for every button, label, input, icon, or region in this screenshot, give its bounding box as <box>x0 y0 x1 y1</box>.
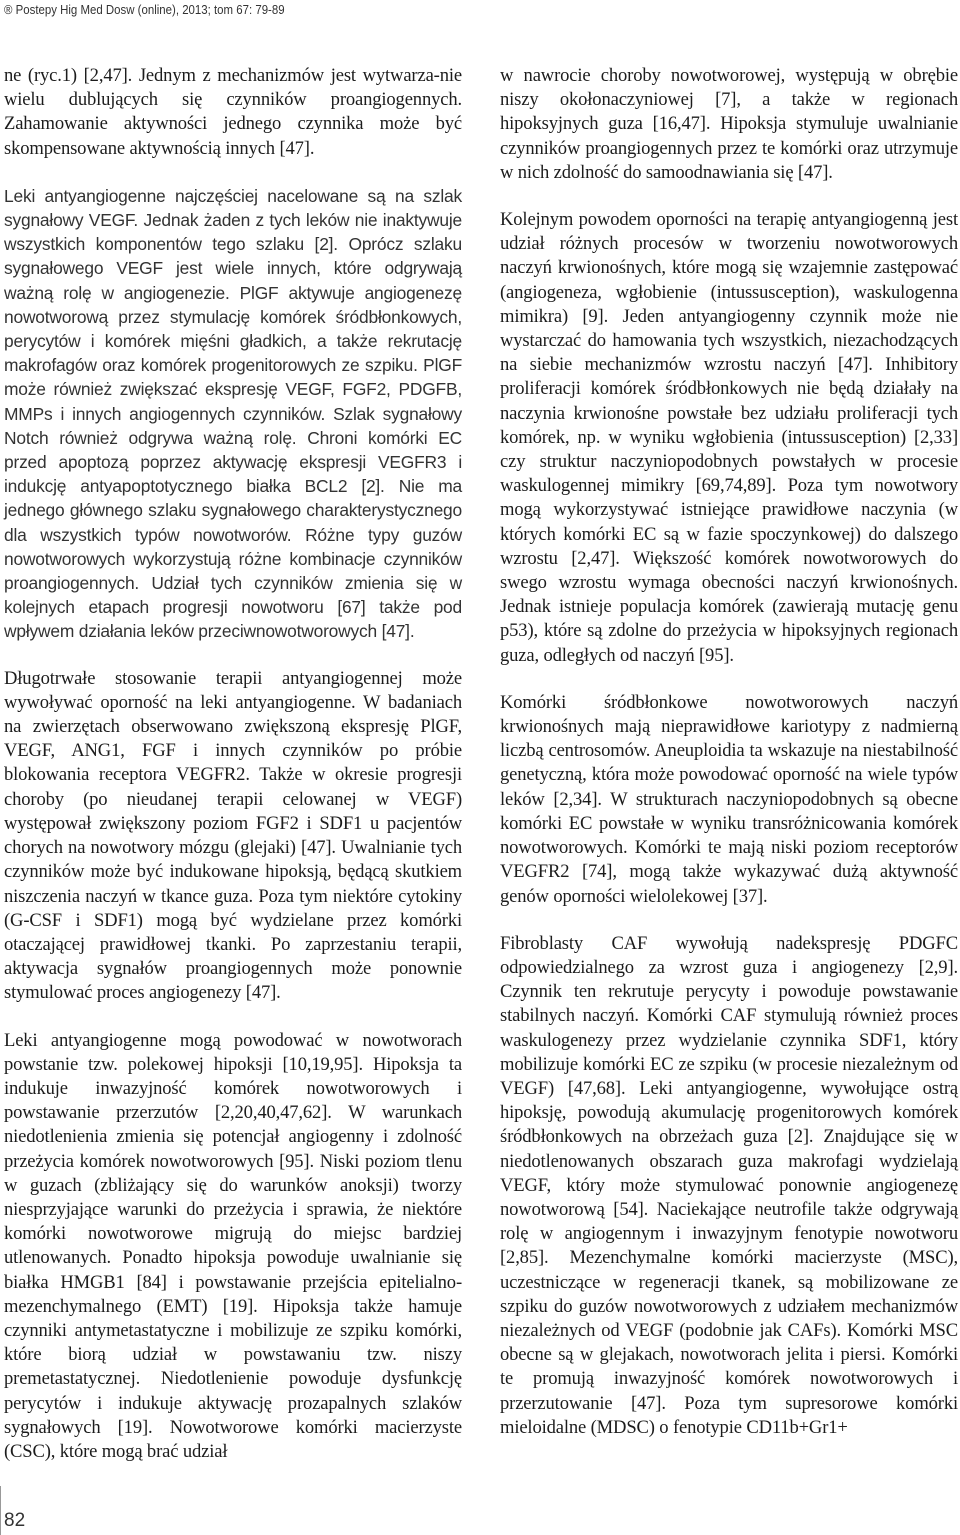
paragraph: ne (ryc.1) [2,47]. Jednym z mechanizmów jest wytwarza-nie wielu dublujących się czynników proangiogennych. Zahamowanie aktywności jednego czynnika może być skompensowane aktywnością innych [47]. <box>4 65 462 159</box>
paragraph: w nawrocie choroby nowotworowej, występują w obrębie niszy okołonaczyniowej [7], a także w regionach hipoksyjnych guza [16,47]. Hipoksja stymuluje uwalnianie czynników proangiogennych przez te komórki oraz utrzymuje w nich zdolność do samoodnawiania się [47]. <box>500 65 958 183</box>
paragraph: Leki antyangiogenne mogą powodować w nowotworach powstanie tzw. polekowej hipoksji [10,19,95]. Hipoksja ta indukuje inwazyjność komórek nowotworowych i powstawanie przerzutów [2,20,40,47,62]. W warunkach niedotlenienia zmienia się potencjał angiogenny i zdolność przeżycia komórek nowotworowych [95]. Niski poziom tlenu w guzach (zbliżający się do warunków anoksji) tworzy niesprzyjające warunki do przeżycia i sprawia, że niektóre komórki nowotworowe migrują do miejsc bardziej utlenowanych. Ponadto hipoksja powoduje uwalnianie się białka HMGB1 [84] i powstawanie przejścia epitelialno-mezenchymalnego (EMT) [19]. Hipoksja także hamuje czynniki antymetastatyczne i mobilizuje ze szpiku komórki, które biorą udział w powstawaniu tzw. niszy premetastatycznej. Niedotlenienie powoduje dysfunkcję perycytów i indukuje aktywację prozapalnych szlaków sygnałowych [19]. Nowotworowe komórki macierzyste (CSC), które mogą brać udział <box>4 1029 462 1462</box>
paragraph: Leki antyangiogenne najczęściej nacelowane są na szlak sygnałowy VEGF. Jednak żaden z tych leków nie inaktywuje wszystkich komponentów tego szlaku [2]. Oprócz szlaku sygnałowego VEGF jest wiele innych, które odgrywają ważną rolę w angiogenezie. PlGF aktywuje angiogenezę nowotworową przez stymulację komórek śródbłonkowych, perycytów i komórek mięśni gładkich, a także rekrutację makrofagów oraz komórek progenitorowych ze szpiku. PlGF może również zwiększać ekspresję VEGF, FGF2, PDGFB, MMPs i innych angiogennych czynników. Szlak sygnałowy Notch również odgrywa ważną rolę. Chroni komórki EC przed apoptozą poprzez aktywację ekspresji VEGFR3 i indukcję antyapoptotycznego białka BCL2 [2]. Nie ma jednego głównego szlaku sygnałowego charakterystycznego dla wszystkich typów nowotworów. Różne typy guzów nowotworowych wykorzystują różne kombinacje czynników proangiogennych. Udział tych czynników zmienia się w kolejnych etapach progresji nowotworu [67] także pod wpływem działania leków przeciwnowotworowych [47]. <box>4 185 462 642</box>
paragraph: Kolejnym powodem oporności na terapię antyangiogenną jest udział różnych procesów w tworzeniu nowotworowych naczyń krwionośnych, które mogą się wzajemnie zastępować (angiogeneza, wgłobienie (intussusception), waskulogenna mimikra) [9]. Jeden antyangiogenny czynnik może nie wystarczać do hamowania tych wszystkich, niezachodzących na siebie mechanizmów wzrostu naczyń [47]. Inhibitory proliferacji komórek śródbłonkowych nie będą działały na naczynia krwionośne powstałe bez udziału proliferacji tych komórek, np. w wyniku wgłobienia (intussusception) [2,33] czy struktur naczyniopodobnych powstałych w procesie waskulogennej mimikry [69,74,89]. Poza tym nowotwory mogą wykorzystywać istniejące prawidłowe naczynia (w których komórki EC są w fazie spoczynkowej) do dalszego wzrostu [2,47]. Większość komórek nowotworowych do swego wzrostu wymaga obecności naczyń krwionośnych. Jednak istnieje populacja komórek (zawierają mutację genu p53), które są zdolne do przeżycia w hipoksyjnych regionach guza, odległych od naczyń [95]. <box>500 209 958 666</box>
page-number: 82 <box>4 1510 26 1531</box>
footer-rule <box>0 1486 1 1535</box>
right-column <box>500 64 958 1463</box>
left-column <box>4 64 462 1487</box>
running-head: ® Postepy Hig Med Dosw (online), 2013; tom 67: 79-89 <box>4 2 285 17</box>
paragraph: Fibroblasty CAF wywołują nadekspresję PDGFC odpowiedzialnego za wzrost guza i angiogenezy [2,9]. Czynnik ten rekrutuje perycyty i powoduje powstawanie stabilnych naczyń. Komórki CAF stymulują również proces waskulogenezy przez wydzielanie czynnika SDF1, który mobilizuje komórki EC ze szpiku (w procesie niezależnym od VEGF) [47,68]. Leki antyangiogenne, wywołujące ostrą hipoksję, powodują akumulację progenitorowych komórek śródbłonkowych na obrzeżach guza [2]. Znajdujące się w niedotlenowanych obszarach guza makrofagi wydzielają VEGF, który może stymulować ponownie angiogenezę nowotworową [54]. Naciekające neutrofile także odgrywają rolę w angiogennym i inwazyjnym fenotypie nowotworu [2,85]. Mezenchymalne komórki macierzyste (MSC), uczestniczące w regeneracji tkanek, są mobilizowane ze szpiku do guzów nowotworowych z udziałem mechanizmów niezależnych od VEGF (podobnie jak CAFs). Komórki MSC obecne są w glejakach, nowotworach jelita i piersi. Komórki te promują inwazyjność komórek nowotworowych i przerzutowanie [47]. Poza tym supresorowe komórki mieloidalne (MDSC) o fenotypie CD11b+Gr1+ <box>500 932 958 1438</box>
paragraph: Komórki śródbłonkowe nowotworowych naczyń krwionośnych mają nieprawidłowe kariotypy z nadmierną liczbą centrosomów. Aneuploidia ta wskazuje na niestabilność genetyczną, która może powodować oporność na wiele typów leków [2,34]. W strukturach naczyniopodobnych są obecne komórki EC powstałe w wyniku transróżnicowania komórek nowotworowych. Komórki te mają niski poziom receptorów VEGFR2 [74], mogą także wykazywać dużą aktywność genów oporności wielolekowej [37]. <box>500 691 958 907</box>
paragraph: Długotrwałe stosowanie terapii antyangiogennej może wywoływać oporność na leki antyangiogenne. W badaniach na zwierzętach obserwowano zwiększoną ekspresję PlGF, VEGF, ANG1, FGF i innych czynników po próbie blokowania receptora VEGFR2. Także w okresie progresji choroby (po nieudanej terapii celowanej w VEGF) występował zwiększony poziom FGF2 i SDF1 u pacjentów chorych na nowotwory mózgu (glejaki) [47]. Uwalnianie tych czynników może być indukowane hipoksją, będącą skutkiem niszczenia naczyń w tkance guza. Poza tym niektóre cytokiny (G-CSF i SDF1) mogą być wydzielane przez komórki otaczającej prawidłowej tkanki. Po zaprzestaniu terapii, aktywacja sygnałów proangiogennych może ponownie stymulować proces angiogenezy [47]. <box>4 667 462 1004</box>
